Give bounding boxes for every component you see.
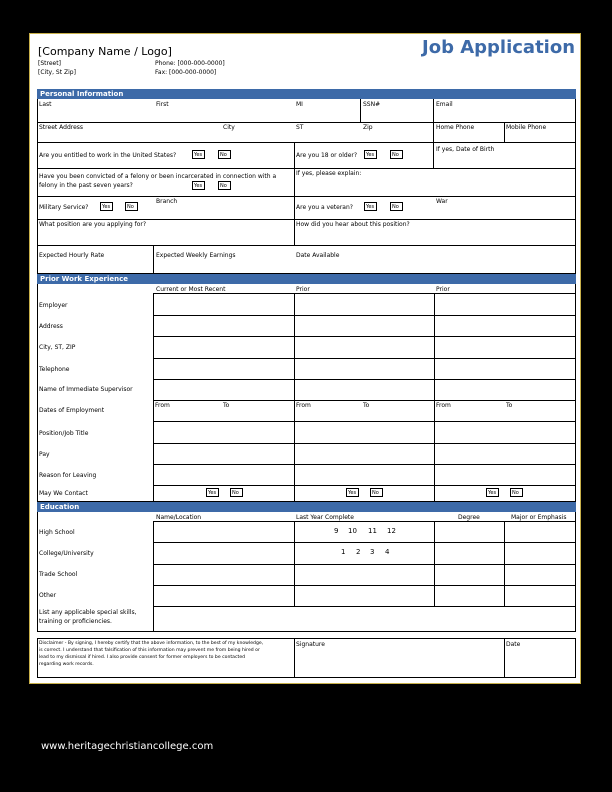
disclaimer-line-2: is correct. I understand that falsification of this information may prevent me from being hired or xyxy=(39,648,260,653)
watermark: www.heritagechristiancollege.com xyxy=(41,741,214,752)
contact-prior-1-no-checkbox[interactable]: No xyxy=(370,488,383,497)
current-employer-header: Current or Most Recent xyxy=(156,286,226,293)
street-address-label: Street Address xyxy=(39,124,84,131)
trade-school-row-label: Trade School xyxy=(39,571,78,578)
may-we-contact-row-label: May We Contact xyxy=(39,490,88,497)
referral-source-label: How did you hear about this position? xyxy=(296,221,410,228)
contact-prior-2-yes-checkbox[interactable]: Yes xyxy=(486,488,499,497)
contact-current-no-checkbox[interactable]: No xyxy=(230,488,243,497)
work-authorization-no-checkbox[interactable]: No xyxy=(218,150,231,159)
company-name: [Company Name / Logo] xyxy=(38,45,172,58)
date-label: Date xyxy=(506,641,521,648)
disclaimer-line-3: lead to my dismissal if hired. I also provide consent for former employers to be contacted xyxy=(39,655,246,660)
dates-of-employment-row-label: Dates of Employment xyxy=(39,407,105,414)
work-authorization-yes-checkbox[interactable]: Yes xyxy=(192,150,205,159)
military-yes-checkbox[interactable]: Yes xyxy=(100,202,113,211)
other-education-row-label: Other xyxy=(39,592,57,599)
hs-year-12[interactable]: 12 xyxy=(387,527,396,535)
age-yes-checkbox[interactable]: Yes xyxy=(364,150,377,159)
military-service-label: Military Service? xyxy=(39,204,89,211)
city-st-zip-row-label: City, ST, ZIP xyxy=(39,344,76,351)
supervisor-row-label: Name of Immediate Supervisor xyxy=(39,386,133,393)
date-available-label: Date Available xyxy=(296,252,340,259)
weekly-earnings-label: Expected Weekly Earnings xyxy=(156,252,236,259)
pay-row-label: Pay xyxy=(39,451,50,458)
to-label-prior-1: To xyxy=(363,402,370,409)
city-label: City xyxy=(223,124,235,131)
email-label: Email xyxy=(436,101,453,108)
first-name-label: First xyxy=(156,101,169,108)
zip-label: Zip xyxy=(363,124,373,131)
college-year-3[interactable]: 3 xyxy=(370,548,375,556)
contact-prior-1-yes-checkbox[interactable]: Yes xyxy=(346,488,359,497)
work-section-band: Prior Work Experience xyxy=(37,274,576,284)
reason-for-leaving-row-label: Reason for Leaving xyxy=(39,472,97,479)
position-label: What position are you applying for? xyxy=(39,221,147,228)
fax-placeholder: Fax: [000-000-0000] xyxy=(155,69,217,76)
age-label: Are you 18 or older? xyxy=(296,152,358,159)
felony-question-line-2: felony in the past seven years? xyxy=(39,182,133,189)
work-authorization-label: Are you entitled to work in the United States? xyxy=(39,152,177,159)
ssn-label: SSN# xyxy=(363,101,381,108)
felony-yes-checkbox[interactable]: Yes xyxy=(192,181,205,190)
from-label-prior-2: From xyxy=(436,402,451,409)
phone-placeholder: Phone: [000-000-0000] xyxy=(155,60,225,67)
application-form xyxy=(29,33,581,684)
military-no-checkbox[interactable]: No xyxy=(125,202,138,211)
branch-label: Branch xyxy=(156,198,178,205)
felony-explain-label: If yes, please explain: xyxy=(296,170,362,177)
date-of-birth-label: If yes, Date of Birth xyxy=(436,146,495,153)
skills-label-line-2: training or proficiencies. xyxy=(39,618,112,625)
college-row-label: College/University xyxy=(39,550,94,557)
college-year-4[interactable]: 4 xyxy=(385,548,390,556)
mobile-phone-label: Mobile Phone xyxy=(506,124,547,131)
to-label-prior-2: To xyxy=(506,402,513,409)
education-section-band: Education xyxy=(37,502,576,512)
skills-label-line-1: List any applicable special skills, xyxy=(39,609,137,616)
felony-question-line-1: Have you been convicted of a felony or been incarcerated in connection with a xyxy=(39,173,277,180)
war-label: War xyxy=(436,198,448,205)
personal-section-band: Personal Information xyxy=(37,89,576,99)
college-year-2[interactable]: 2 xyxy=(356,548,361,556)
age-no-checkbox[interactable]: No xyxy=(390,150,403,159)
last-name-label: Last xyxy=(39,101,52,108)
telephone-row-label: Telephone xyxy=(39,366,70,373)
contact-prior-2-no-checkbox[interactable]: No xyxy=(510,488,523,497)
prior-employer-header-1: Prior xyxy=(296,286,310,293)
disclaimer-line-1: Disclaimer - By signing, I hereby certify that the above information, to the best of my knowledge, xyxy=(39,641,264,646)
disclaimer-line-4: regarding work records. xyxy=(39,662,94,667)
hourly-rate-label: Expected Hourly Rate xyxy=(39,252,105,259)
veteran-yes-checkbox[interactable]: Yes xyxy=(364,202,377,211)
state-label: ST xyxy=(296,124,304,131)
veteran-label: Are you a veteran? xyxy=(296,204,353,211)
degree-header: Degree xyxy=(458,514,480,521)
from-label-current: From xyxy=(155,402,170,409)
hs-year-11[interactable]: 11 xyxy=(368,527,377,535)
last-year-complete-header: Last Year Complete xyxy=(296,514,354,521)
veteran-no-checkbox[interactable]: No xyxy=(390,202,403,211)
city-placeholder: [City, St Zip] xyxy=(38,69,76,76)
street-placeholder: [Street] xyxy=(38,60,61,67)
prior-employer-header-2: Prior xyxy=(436,286,450,293)
job-title-row-label: Position/Job Title xyxy=(39,430,89,437)
address-row-label: Address xyxy=(39,323,63,330)
contact-current-yes-checkbox[interactable]: Yes xyxy=(206,488,219,497)
mi-label: MI xyxy=(296,101,303,108)
employer-row-label: Employer xyxy=(39,302,68,309)
high-school-row-label: High School xyxy=(39,529,75,536)
to-label-current: To xyxy=(223,402,230,409)
felony-no-checkbox[interactable]: No xyxy=(218,181,231,190)
from-label-prior-1: From xyxy=(296,402,311,409)
hs-year-10[interactable]: 10 xyxy=(348,527,357,535)
college-year-1[interactable]: 1 xyxy=(341,548,346,556)
major-header: Major or Emphasis xyxy=(511,514,567,521)
name-location-header: Name/Location xyxy=(156,514,202,521)
home-phone-label: Home Phone xyxy=(436,124,475,131)
form-title: Job Application xyxy=(422,37,576,58)
signature-label: Signature xyxy=(296,641,325,648)
hs-year-9[interactable]: 9 xyxy=(334,527,339,535)
